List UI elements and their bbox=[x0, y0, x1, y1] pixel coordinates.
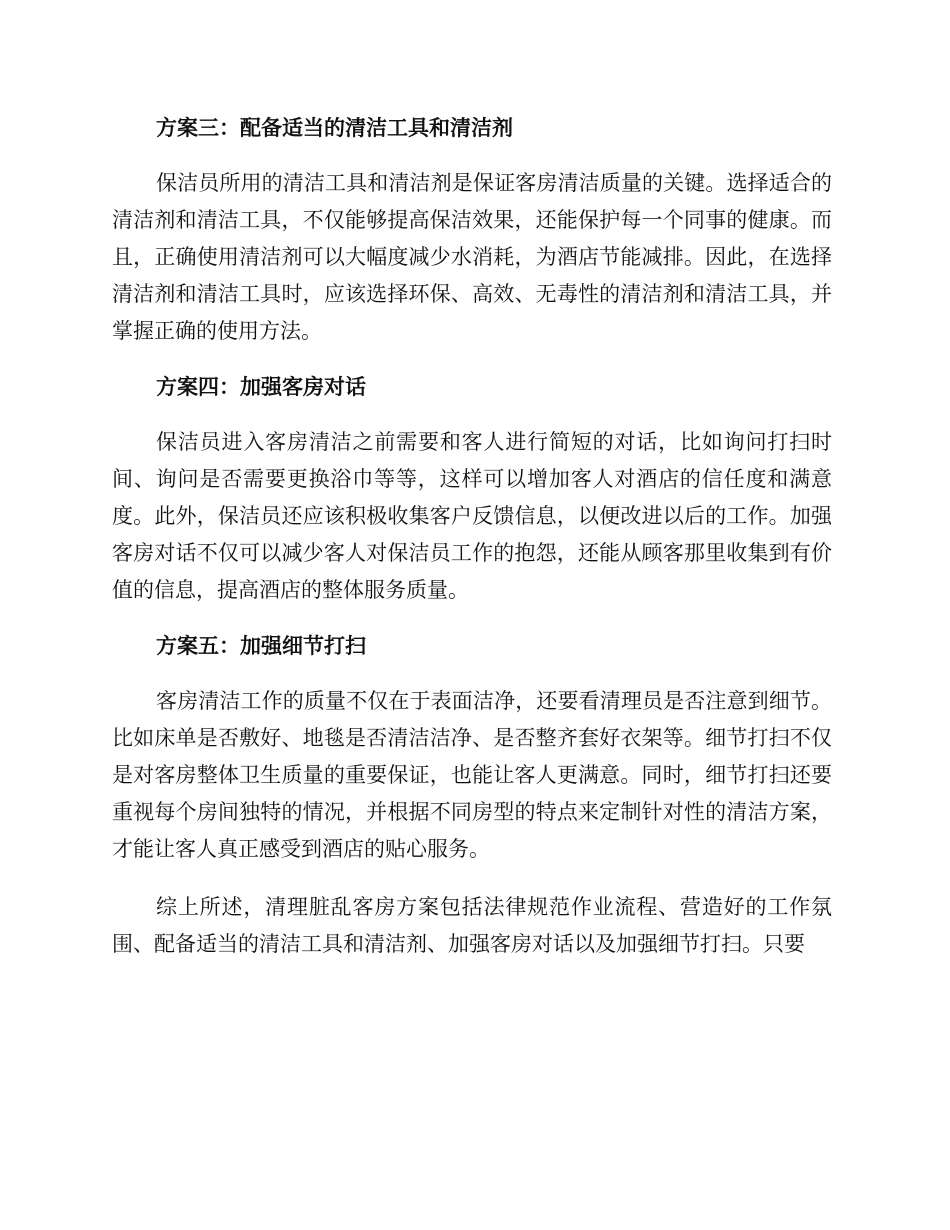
summary-paragraph: 综上所述，清理脏乱客房方案包括法律规范作业流程、营造好的工作氛围、配备适当的清洁工具和清洁剂、加强客房对话以及加强细节打扫。只要 bbox=[112, 895, 832, 956]
section-paragraph-5: 客房清洁工作的质量不仅在于表面洁净，还要看清理员是否注意到细节。比如床单是否敷好、地毯是否清洁洁净、是否整齐套好衣架等。细节打扫不仅是对客房整体卫生质量的重要保证，也能让客人更满意。同时，细节打扫还要重视每个房间独特的情况，并根据不同房型的特点来定制针对性的清洁方案，才能让客人真正感受到酒店的贴心服务。 bbox=[112, 689, 832, 861]
document-body bbox=[112, 112, 832, 984]
section-paragraph-4: 保洁员进入客房清洁之前需要和客人进行简短的对话，比如询问打扫时间、询问是否需要更换浴巾等等，这样可以增加客人对酒店的信任度和满意度。此外，保洁员还应该积极收集客户反馈信息，以便改进以后的工作。加强客房对话不仅可以减少客人对保洁员工作的抱怨，还能从顾客那里收集到有价值的信息，提高酒店的整体服务质量。 bbox=[112, 430, 832, 602]
section-heading-5: 方案五：加强细节打扫 bbox=[156, 634, 366, 658]
section-heading-4: 方案四：加强客房对话 bbox=[156, 375, 366, 399]
section-heading-3: 方案三：配备适当的清洁工具和清洁剂 bbox=[156, 116, 513, 140]
section-paragraph-3: 保洁员所用的清洁工具和清洁剂是保证客房清洁质量的关键。选择适合的清洁剂和清洁工具，不仅能够提高保洁效果，还能保护每一个同事的健康。而且，正确使用清洁剂可以大幅度减少水消耗，为酒店节能减排。因此，在选择清洁剂和清洁工具时，应该选择环保、高效、无毒性的清洁剂和清洁工具，并掌握正确的使用方法。 bbox=[112, 171, 832, 343]
